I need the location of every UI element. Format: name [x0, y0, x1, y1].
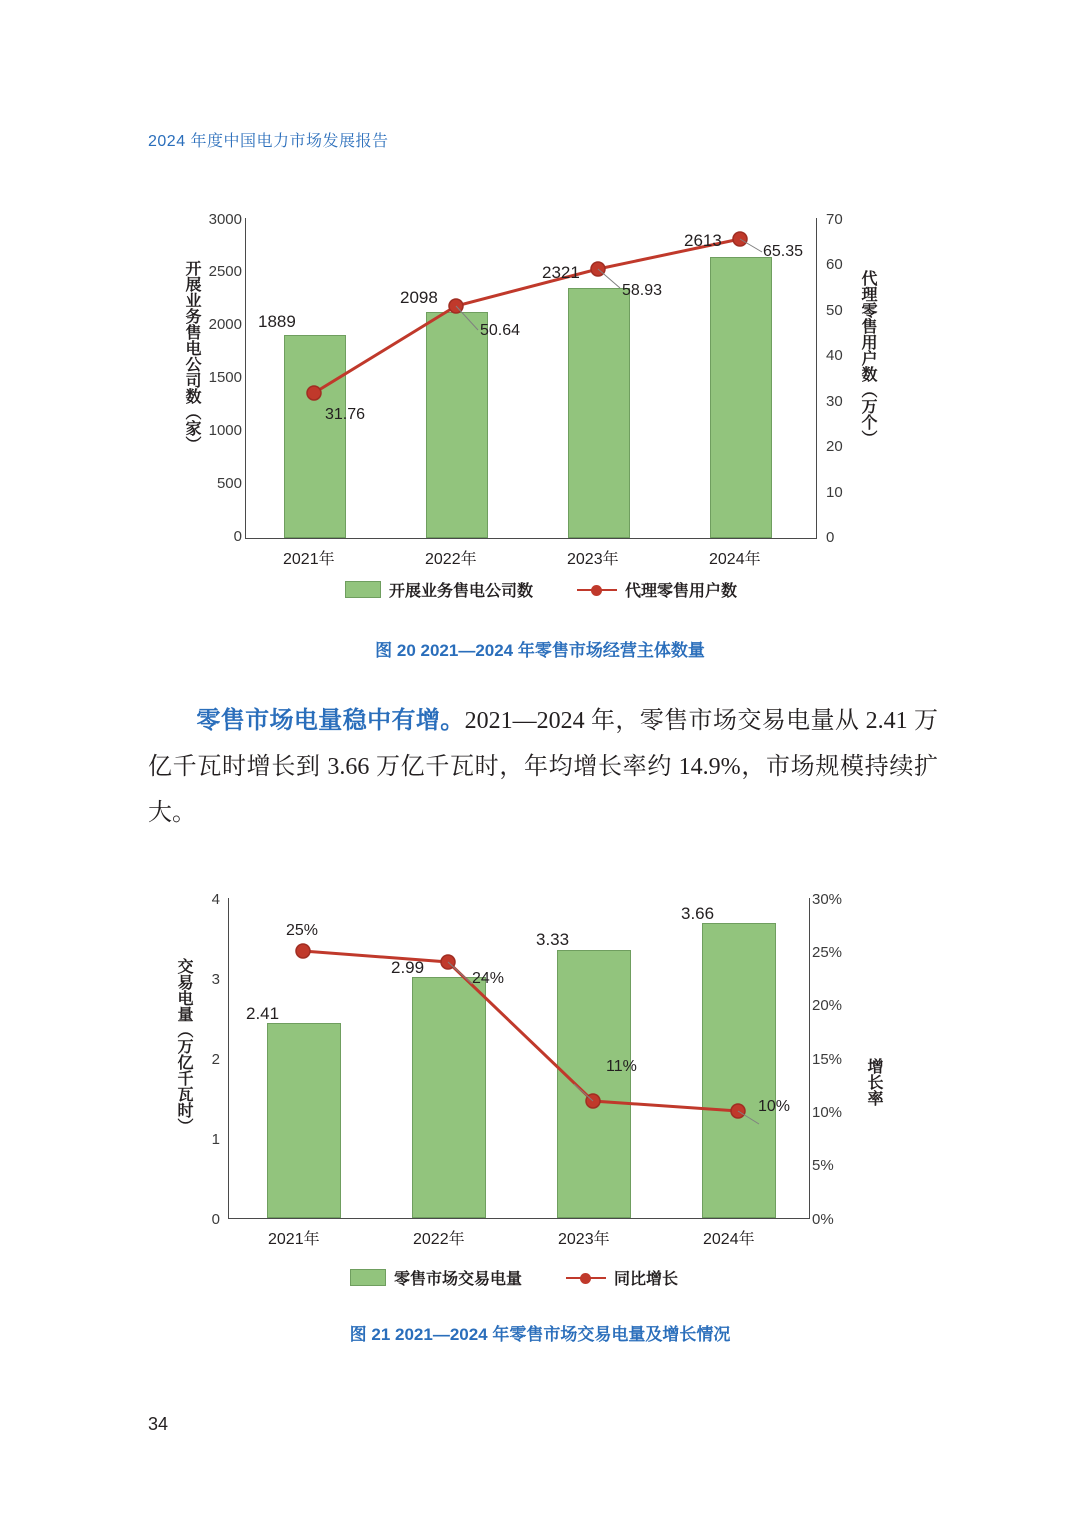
fig20-y2-tick: 50	[826, 302, 843, 319]
fig21-y2-tick: 5%	[812, 1157, 834, 1174]
fig21-y-axis-title: 交易电量（万亿千瓦时）	[175, 958, 192, 1134]
fig20-y2-axis-title: 代理零售用户数（万个）	[859, 270, 876, 446]
fig21-x-label-2022: 2022年	[413, 1231, 465, 1248]
fig20-plot-area	[245, 218, 817, 539]
fig21-y2-tick: 15%	[812, 1051, 843, 1068]
figure-20-chart	[150, 200, 930, 620]
fig21-y-tick: 3	[211, 971, 220, 988]
fig21-y-tick: 4	[211, 891, 220, 908]
fig20-line-label-2023: 58.93	[622, 282, 663, 299]
fig20-y-tick: 0	[233, 528, 242, 545]
page-number: 34	[148, 1414, 169, 1434]
bar-swatch-icon	[350, 1269, 386, 1286]
fig21-y2-tick: 0%	[812, 1211, 834, 1228]
fig20-line-label-2021: 31.76	[325, 406, 366, 423]
fig21-y-tick: 2	[211, 1051, 220, 1068]
fig21-line-series	[229, 898, 809, 1218]
fig21-bar-label-2022: 2.99	[391, 958, 425, 977]
fig20-y-tick: 1500	[208, 369, 242, 386]
fig20-x-label-2024: 2024年	[709, 551, 761, 568]
fig20-bar-label-2023: 2321	[542, 263, 580, 282]
fig21-legend-bar-label: 零售市场交易电量	[394, 1271, 523, 1288]
fig21-line-label-2023: 11%	[606, 1058, 637, 1075]
fig21-legend-line-label: 同比增长	[614, 1271, 679, 1288]
page-header: 2024 年度中国电力市场发展报告	[148, 133, 389, 150]
fig21-bar-label-2023: 3.33	[536, 930, 570, 949]
fig20-y2-tick: 60	[826, 256, 843, 273]
paragraph-lead: 零售市场电量稳中有增。	[196, 707, 465, 734]
line-swatch-icon	[566, 1271, 606, 1285]
fig20-y2-tick: 0	[826, 529, 835, 546]
fig21-plot-area	[228, 898, 810, 1219]
fig20-y2-tick: 30	[826, 393, 843, 410]
fig20-y2-tick: 70	[826, 211, 843, 228]
fig20-x-label-2023: 2023年	[567, 551, 619, 568]
fig21-x-label-2023: 2023年	[558, 1231, 610, 1248]
body-paragraph	[148, 698, 938, 836]
fig20-y2-tick: 40	[826, 347, 843, 364]
fig20-legend-line-label: 代理零售用户数	[625, 583, 738, 600]
fig21-bar-label-2021: 2.41	[246, 1004, 280, 1023]
fig21-x-label-2024: 2024年	[703, 1231, 755, 1248]
fig20-legend-bar	[345, 578, 533, 601]
fig21-y2-tick: 20%	[812, 997, 843, 1014]
fig20-y-tick: 1000	[208, 422, 242, 439]
fig21-legend	[350, 1266, 678, 1289]
figure-21-caption: 图 21 2021—2024 年零售市场交易电量及增长情况	[349, 1325, 731, 1344]
fig20-line-label-2024: 65.35	[763, 243, 804, 260]
bar-swatch-icon	[345, 581, 381, 598]
fig21-y2-tick: 25%	[812, 944, 843, 961]
fig20-y-tick: 2500	[208, 263, 242, 280]
paragraph-body: 2021—2024 年，零售市场交易电量从 2.41 万亿千瓦时增长到 3.66 万亿千瓦时，年均增长率约 14.9%，市场规模持续扩大。	[148, 708, 939, 826]
fig20-line-label-2022: 50.64	[480, 322, 521, 339]
fig20-bar-label-2022: 2098	[400, 288, 438, 307]
fig21-y2-tick: 10%	[812, 1104, 843, 1121]
fig20-bar-label-2024: 2613	[684, 231, 722, 250]
fig21-y2-tick: 30%	[812, 891, 843, 908]
line-swatch-icon	[577, 583, 617, 597]
fig20-legend	[345, 578, 737, 601]
fig21-line-label-2022: 24%	[472, 970, 505, 987]
fig20-y2-tick: 20	[826, 438, 843, 455]
figure-20-caption: 图 20 2021—2024 年零售市场经营主体数量	[375, 641, 705, 660]
fig21-legend-bar	[350, 1266, 522, 1289]
fig21-legend-line	[566, 1266, 678, 1289]
fig20-y-axis-title: 开展业务售电公司数（家）	[183, 260, 200, 452]
fig20-x-label-2022: 2022年	[425, 551, 477, 568]
fig21-y-tick: 0	[211, 1211, 220, 1228]
fig20-line-series	[246, 218, 816, 538]
fig21-line-label-2021: 25%	[286, 922, 319, 939]
fig21-y-tick: 1	[211, 1131, 220, 1148]
fig20-y-tick: 3000	[208, 211, 242, 228]
fig20-y-tick: 2000	[208, 316, 242, 333]
fig20-legend-line	[577, 578, 737, 601]
fig20-legend-bar-label: 开展业务售电公司数	[389, 583, 534, 600]
fig20-y2-tick: 10	[826, 484, 843, 501]
fig20-x-label-2021: 2021年	[283, 551, 335, 568]
figure-21-chart	[150, 880, 930, 1300]
fig20-y-tick: 500	[216, 475, 242, 492]
fig21-y2-axis-title: 增长率	[865, 1058, 882, 1106]
fig21-x-label-2021: 2021年	[268, 1231, 320, 1248]
fig21-bar-label-2024: 3.66	[681, 904, 715, 923]
fig20-bar-label-2021: 1889	[258, 312, 296, 331]
fig21-line-label-2024: 10%	[758, 1098, 791, 1115]
